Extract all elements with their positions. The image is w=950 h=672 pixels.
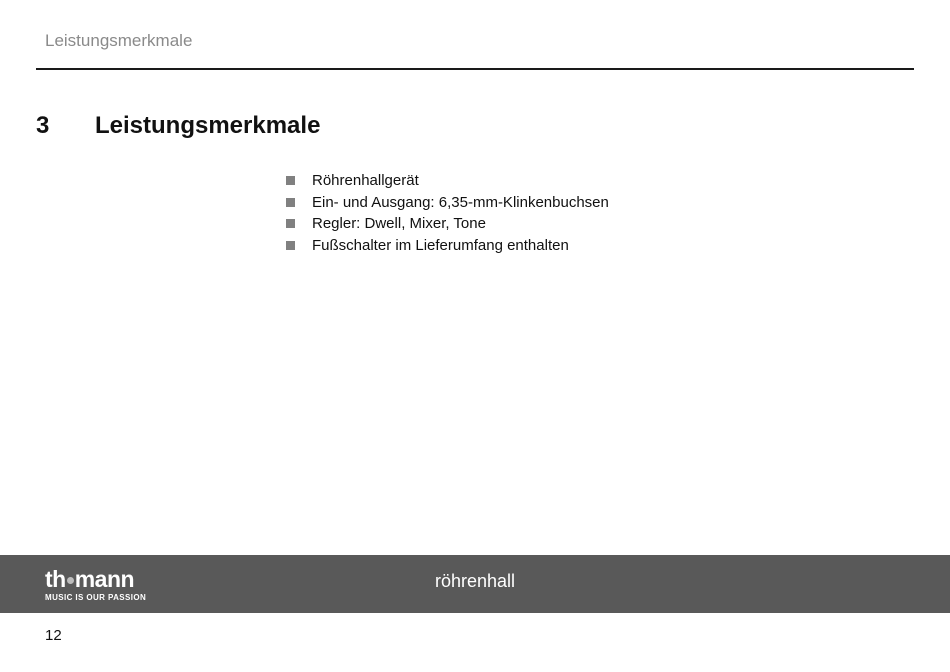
square-bullet-icon [286, 176, 295, 185]
feature-item [286, 235, 609, 257]
logo-text-start: th [45, 566, 66, 592]
square-bullet-icon [286, 241, 295, 250]
feature-text: Röhrenhallgerät [312, 172, 419, 190]
header-rule [36, 68, 914, 70]
feature-item [286, 170, 609, 192]
feature-text: Ein- und Ausgang: 6,35-mm-Klinkenbuchsen [312, 193, 609, 211]
feature-text: Fußschalter im Lieferumfang enthalten [312, 236, 569, 254]
page-number: 12 [45, 627, 62, 644]
feature-item [286, 213, 609, 235]
feature-text: Regler: Dwell, Mixer, Tone [312, 215, 486, 233]
square-bullet-icon [286, 219, 295, 228]
product-name: röhrenhall [434, 571, 516, 591]
feature-item [286, 192, 609, 214]
section-title: Leistungsmerkmale [95, 112, 321, 139]
logo-text-end: mann [74, 566, 135, 592]
feature-list [286, 170, 609, 256]
square-bullet-icon [286, 198, 295, 207]
logo-tagline: MUSIC IS OUR PASSION [45, 593, 147, 602]
footer-band [0, 555, 950, 613]
running-header: Leistungsmerkmale [45, 31, 193, 50]
section-number: 3 [36, 112, 50, 139]
